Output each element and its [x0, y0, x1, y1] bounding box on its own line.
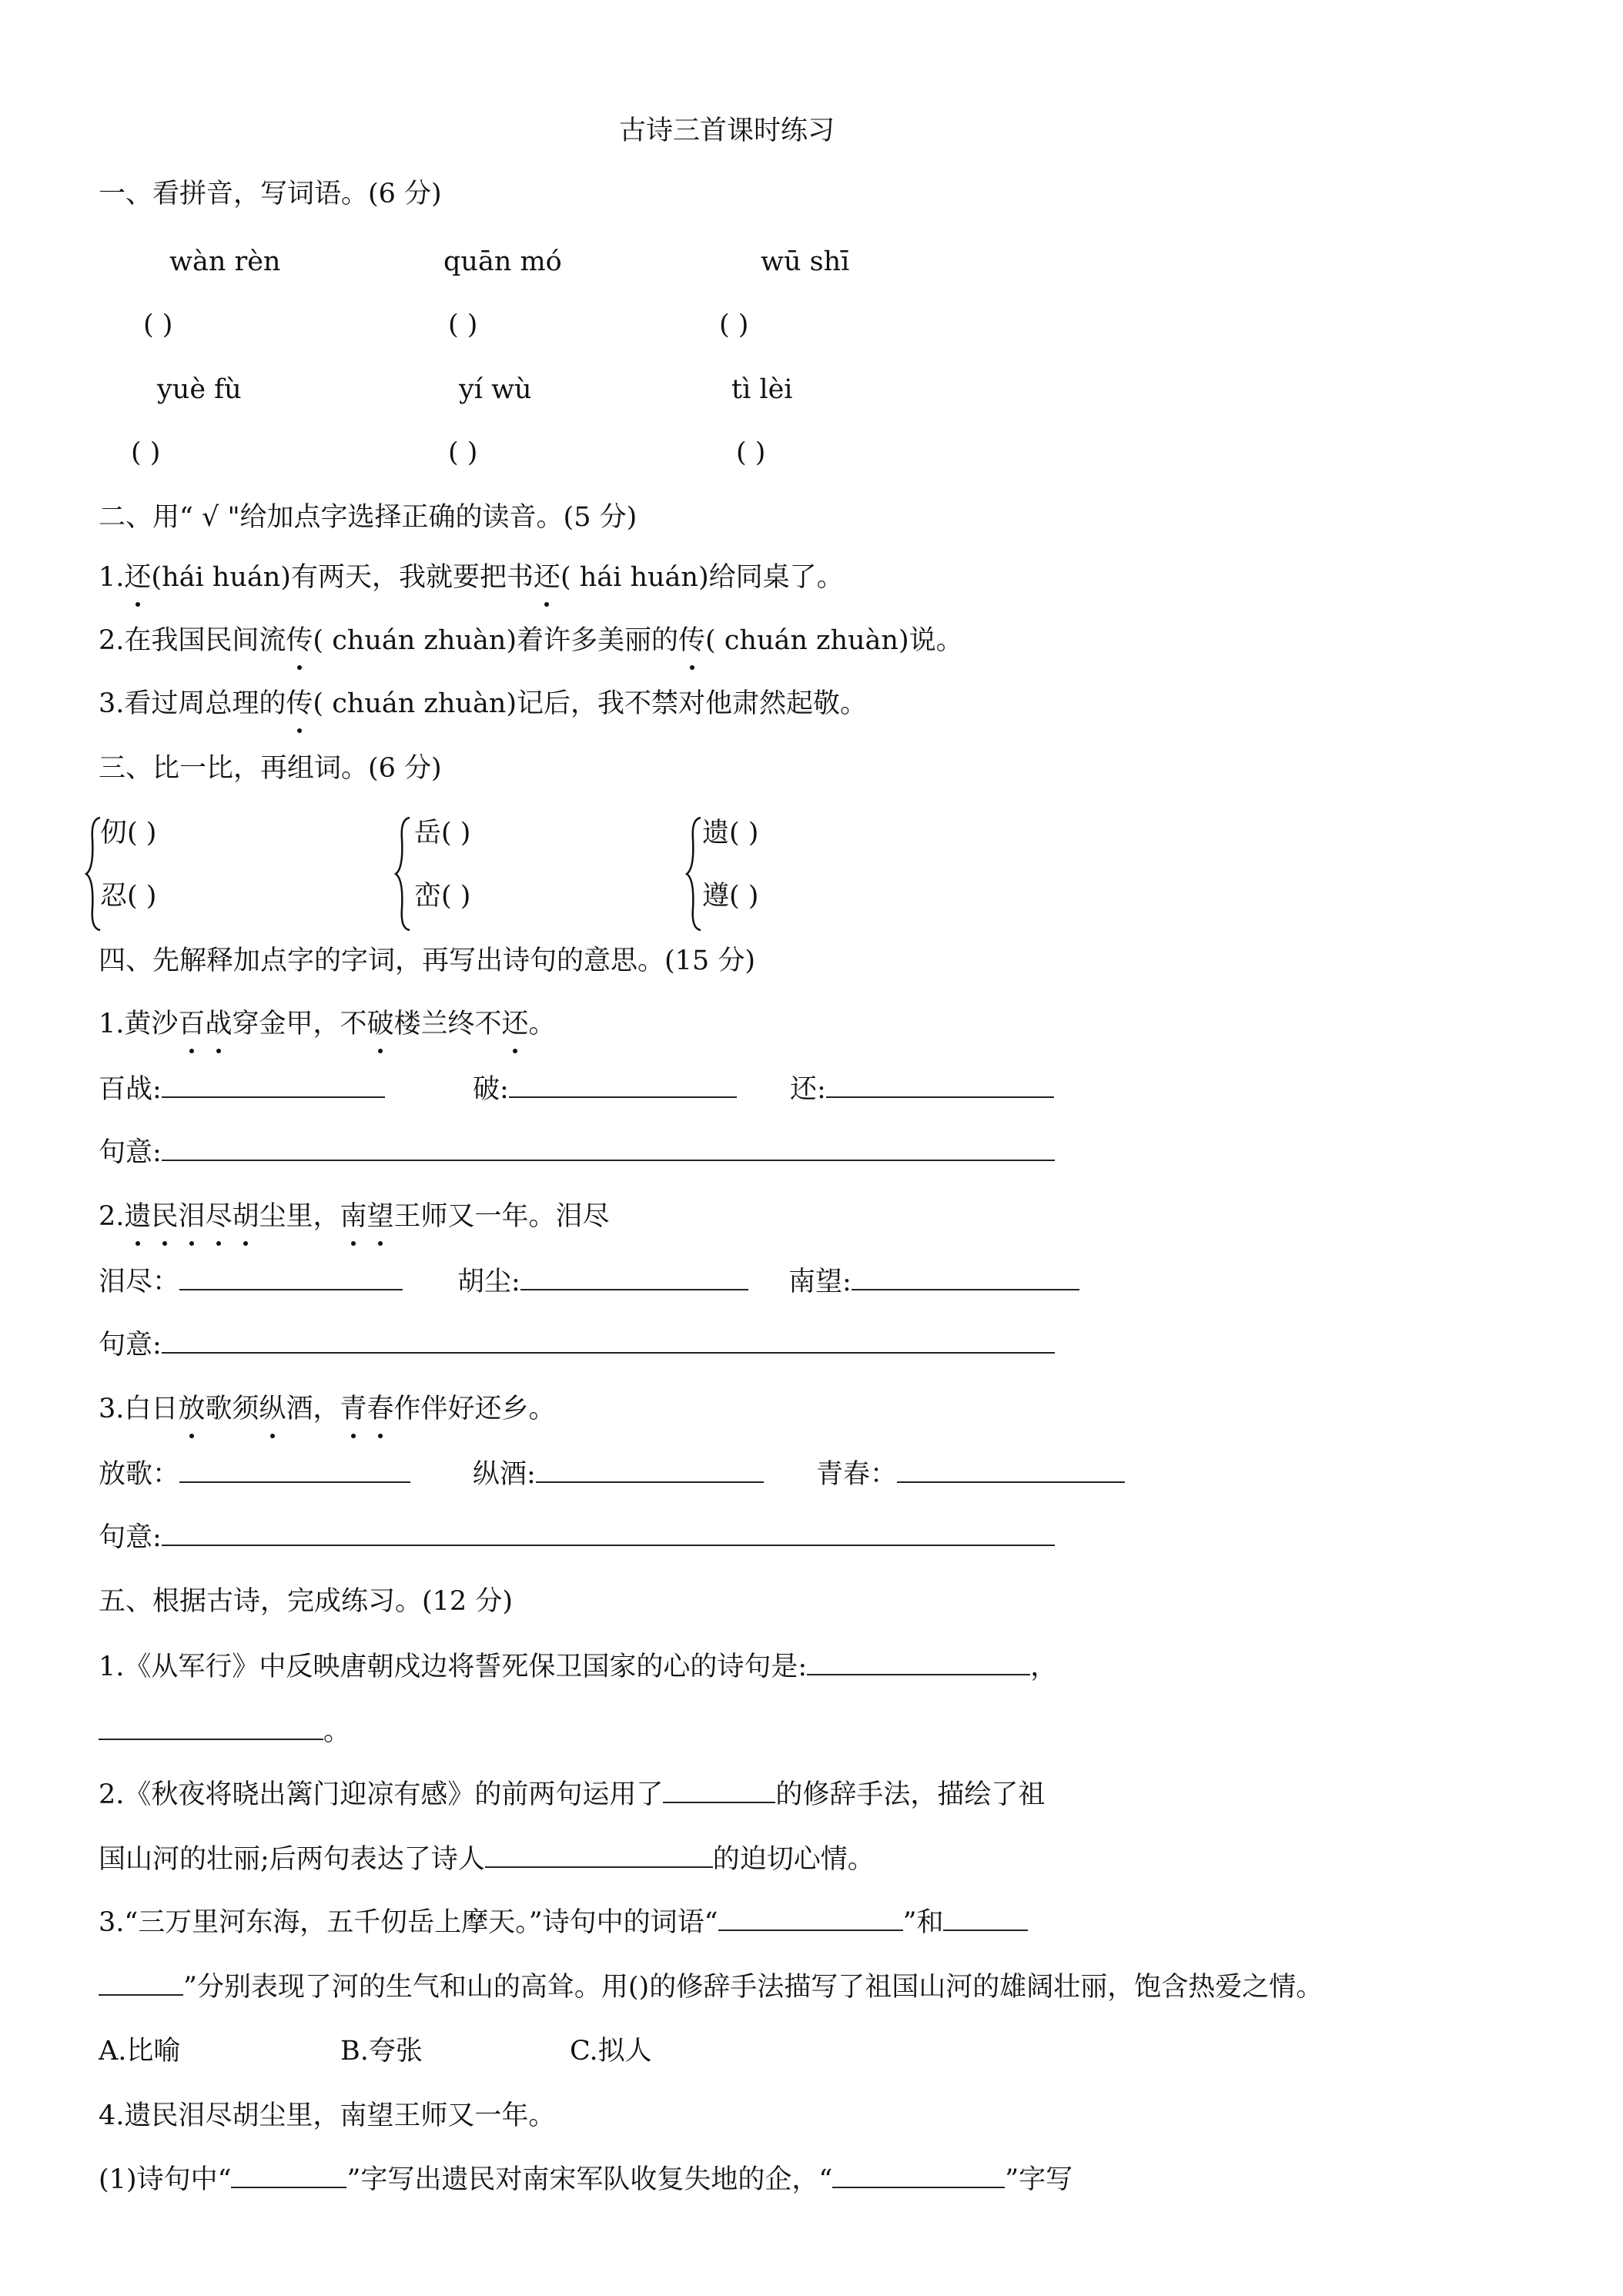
compare-char-2b[interactable]: 峦( ) — [414, 881, 471, 912]
left-brace-icon — [85, 816, 102, 932]
compare-char-1b[interactable]: 忍( ) — [100, 881, 157, 912]
question-5-1-cont[interactable]: 。 — [99, 1712, 350, 1750]
term-nanwang[interactable]: 南望: — [788, 1263, 1079, 1300]
question-5-4: 4.遗民泪尽胡尘里，南望王师又一年。 — [99, 2100, 556, 2131]
term-baizhan[interactable]: 百战: — [99, 1070, 385, 1108]
meaning-line-2[interactable]: 句意: — [99, 1326, 1055, 1364]
term-fangge[interactable]: 放歌： — [99, 1455, 410, 1493]
left-brace-icon — [685, 816, 702, 932]
page-title: 古诗三首课时练习 — [619, 115, 835, 146]
left-brace-icon — [394, 816, 411, 932]
pinyin-1: wàn rèn — [169, 246, 281, 277]
poem-line-3: 3.白日放歌须纵酒，青春作伴好还乡。 — [99, 1391, 556, 1427]
poem-line-1: 1.黄沙百战穿金甲，不破楼兰终不还。 — [99, 1006, 556, 1043]
option-a[interactable]: A.比喻 — [99, 2036, 181, 2067]
term-zongjiu[interactable]: 纵酒: — [473, 1455, 764, 1493]
compare-char-2a[interactable]: 岳( ) — [414, 818, 471, 848]
section-4-heading: 四、先解释加点字的字词，再写出诗句的意思。(15 分) — [99, 946, 755, 976]
reading-question-1[interactable]: 1.还(hái huán)有两天，我就要把书还( hái huán)给同桌了。 — [99, 559, 844, 596]
question-5-1[interactable]: 1.《从军行》中反映唐朝戍边将誓死保卫国家的心的诗句是: ， — [99, 1648, 1057, 1685]
question-5-3[interactable]: 3.“三万里河东海，五千仞岳上摩天。”诗句中的词语“ ”和 — [99, 1903, 1028, 1941]
answer-paren[interactable]: ( ) — [719, 310, 749, 340]
question-5-4-1[interactable]: (1)诗句中“ ”字写出遗民对南宋军队收复失地的企，“ ”字写 — [99, 2160, 1073, 2198]
section-5-heading: 五、根据古诗，完成练习。(12 分) — [99, 1586, 513, 1617]
term-qingchun[interactable]: 青春： — [816, 1455, 1125, 1493]
reading-question-2[interactable]: 2.在我国民间流传( chuán zhuàn)着许多美丽的传( chuán zhuàn)说。 — [99, 622, 963, 659]
section-2-heading: 二、用“ √ "给加点字选择正确的读音。(5 分) — [99, 502, 637, 533]
answer-paren[interactable]: ( ) — [448, 437, 478, 468]
poem-line-2: 2.遗民泪尽胡尘里，南望王师又一年。泪尽 — [99, 1198, 610, 1235]
answer-paren[interactable]: ( ) — [448, 310, 478, 340]
term-po[interactable]: 破: — [473, 1070, 737, 1108]
question-5-3-cont[interactable]: ”分别表现了河的生气和山的高耸。用()的修辞手法描写了祖国山河的雄阔壮丽，饱含热爱之情。 — [99, 1968, 1323, 2006]
answer-paren[interactable]: ( ) — [736, 437, 766, 468]
meaning-line-3[interactable]: 句意: — [99, 1518, 1055, 1556]
compare-char-1a[interactable]: 仞( ) — [100, 818, 157, 848]
meaning-line-1[interactable]: 句意: — [99, 1133, 1055, 1171]
section-3-heading: 三、比一比，再组词。(6 分) — [99, 753, 442, 784]
term-huan[interactable]: 还: — [790, 1070, 1054, 1108]
section-1-heading: 一、看拼音，写词语。(6 分) — [99, 179, 442, 209]
compare-char-3b[interactable]: 遵( ) — [702, 881, 759, 912]
pinyin-2: quān mó — [443, 246, 562, 277]
reading-question-3[interactable]: 3.看过周总理的传( chuán zhuàn)记后，我不禁对他肃然起敬。 — [99, 685, 867, 722]
pinyin-5: yí wù — [459, 374, 532, 405]
question-5-2-cont[interactable]: 国山河的壮丽;后两句表达了诗人 的迫切心情。 — [99, 1840, 875, 1878]
question-5-2[interactable]: 2.《秋夜将晓出篱门迎凉有感》的前两句运用了 的修辞手法，描绘了祖 — [99, 1776, 1045, 1813]
term-huchen[interactable]: 胡尘: — [457, 1263, 748, 1300]
pinyin-6: tì lèi — [731, 374, 793, 405]
option-b[interactable]: B.夸张 — [340, 2036, 423, 2067]
compare-char-3a[interactable]: 遗( ) — [702, 818, 759, 848]
answer-paren[interactable]: ( ) — [143, 310, 173, 340]
option-c[interactable]: C.拟人 — [570, 2036, 652, 2067]
pinyin-4: yuè fù — [157, 374, 242, 405]
answer-paren[interactable]: ( ) — [131, 437, 161, 468]
pinyin-3: wū shī — [761, 246, 850, 277]
term-leijin[interactable]: 泪尽： — [99, 1263, 403, 1300]
